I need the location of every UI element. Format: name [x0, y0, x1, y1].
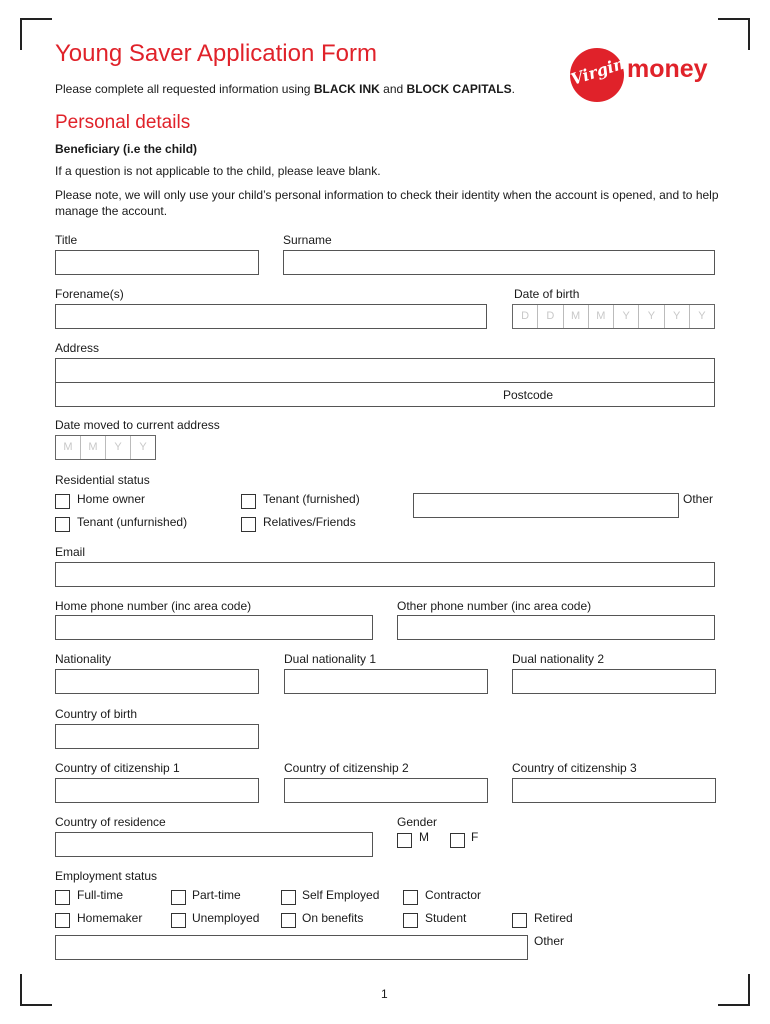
employment-other-field[interactable]: [55, 935, 528, 960]
label-residential-status: Residential status: [55, 473, 150, 487]
nationality-field[interactable]: [55, 669, 259, 694]
label-other-phone: Other phone number (inc area code): [397, 599, 592, 613]
homemaker-checkbox[interactable]: [55, 913, 70, 928]
employment-other-label: Other: [534, 934, 565, 948]
date-moved-field[interactable]: [55, 435, 156, 460]
gender-m-checkbox[interactable]: [397, 833, 412, 848]
home-owner-label: Home owner: [77, 492, 146, 506]
tenant-unfurnished-checkbox[interactable]: [55, 517, 70, 532]
citizenship-1-field[interactable]: [55, 778, 259, 803]
residential-other-label: Other: [683, 492, 714, 506]
label-citizenship-3: Country of citizenship 3: [512, 761, 637, 775]
crop-mark-top-left: [20, 18, 52, 50]
address-line-1-field[interactable]: [55, 358, 715, 383]
note-privacy: Please note, we will only use your child’s personal information to check their identity when the account is opened, and to help manage the account.: [55, 188, 719, 218]
dob-day-1[interactable]: D: [513, 305, 538, 328]
moved-year-2[interactable]: Y: [139, 441, 147, 453]
moved-month-1[interactable]: M: [56, 436, 81, 459]
dob-year-1[interactable]: Y: [614, 305, 639, 328]
label-citizenship-1: Country of citizenship 1: [55, 761, 180, 775]
label-forenames: Forename(s): [55, 287, 124, 301]
crop-mark-top-right: [718, 18, 750, 50]
label-postcode: Postcode: [503, 388, 554, 402]
label-address: Address: [55, 341, 100, 355]
gender-f-checkbox[interactable]: [450, 833, 465, 848]
on-benefits-checkbox[interactable]: [281, 913, 296, 928]
address-line-2-field[interactable]: [55, 382, 715, 407]
forenames-field[interactable]: [55, 304, 487, 329]
tenant-unfurnished-label: Tenant (unfurnished): [77, 515, 188, 529]
self-employed-label: Self Employed: [302, 888, 380, 902]
dob-month-1[interactable]: M: [564, 305, 589, 328]
virgin-logo: [568, 48, 628, 102]
instruction-prefix: Please complete all requested information using: [55, 82, 314, 96]
home-owner-checkbox[interactable]: [55, 494, 70, 509]
crop-mark-bottom-right: [718, 974, 750, 1006]
title-field[interactable]: [55, 250, 259, 275]
instruction-suffix: .: [511, 82, 515, 96]
dob-year-4[interactable]: Y: [698, 310, 706, 322]
dob-month-2[interactable]: M: [589, 305, 614, 328]
citizenship-3-field[interactable]: [512, 778, 716, 803]
retired-label: Retired: [534, 911, 573, 925]
tenant-furnished-checkbox[interactable]: [241, 494, 256, 509]
student-label: Student: [425, 911, 467, 925]
instruction-black-ink: BLACK INK: [313, 82, 380, 96]
contractor-checkbox[interactable]: [403, 890, 418, 905]
moved-year-1[interactable]: Y: [106, 436, 131, 459]
dob-year-3[interactable]: Y: [665, 305, 690, 328]
label-home-phone: Home phone number (inc area code): [55, 599, 252, 613]
label-dual-nationality-1: Dual nationality 1: [284, 652, 377, 666]
residential-other-field[interactable]: [413, 493, 679, 518]
label-gender: Gender: [397, 815, 438, 829]
other-phone-field[interactable]: [397, 615, 715, 640]
unemployed-checkbox[interactable]: [171, 913, 186, 928]
full-time-checkbox[interactable]: [55, 890, 70, 905]
home-phone-field[interactable]: [55, 615, 373, 640]
student-checkbox[interactable]: [403, 913, 418, 928]
label-dob: Date of birth: [514, 287, 580, 301]
crop-mark-bottom-left: [20, 974, 52, 1006]
homemaker-label: Homemaker: [77, 911, 143, 925]
dual-nationality-2-field[interactable]: [512, 669, 716, 694]
label-country-birth: Country of birth: [55, 707, 138, 721]
gender-f-label: F: [471, 830, 479, 844]
on-benefits-label: On benefits: [302, 911, 364, 925]
citizenship-2-field[interactable]: [284, 778, 488, 803]
retired-checkbox[interactable]: [512, 913, 527, 928]
part-time-checkbox[interactable]: [171, 890, 186, 905]
full-time-label: Full-time: [77, 888, 124, 902]
dob-day-2[interactable]: D: [538, 305, 563, 328]
gender-m-label: M: [419, 830, 429, 844]
label-surname: Surname: [283, 233, 332, 247]
virgin-logo-script: Virgin: [568, 53, 628, 89]
tenant-furnished-label: Tenant (furnished): [263, 492, 360, 506]
label-dual-nationality-2: Dual nationality 2: [512, 652, 605, 666]
section-heading: Personal details: [55, 112, 191, 133]
email-field[interactable]: [55, 562, 715, 587]
relatives-label: Relatives/Friends: [263, 515, 356, 529]
part-time-label: Part-time: [192, 888, 241, 902]
label-employment-status: Employment status: [55, 869, 158, 883]
contractor-label: Contractor: [425, 888, 482, 902]
note-not-applicable: If a question is not applicable to the child, please leave blank.: [55, 164, 381, 178]
beneficiary-heading: Beneficiary (i.e the child): [55, 142, 198, 156]
surname-field[interactable]: [283, 250, 715, 275]
label-date-moved: Date moved to current address: [55, 418, 220, 432]
dob-field[interactable]: [512, 304, 715, 329]
self-employed-checkbox[interactable]: [281, 890, 296, 905]
label-country-residence: Country of residence: [55, 815, 166, 829]
unemployed-label: Unemployed: [192, 911, 260, 925]
instruction-and: and: [379, 82, 407, 96]
money-logo-word: money: [627, 55, 708, 83]
instruction-block-capitals: BLOCK CAPITALS: [406, 82, 512, 96]
form-instruction: [55, 82, 515, 96]
country-birth-field[interactable]: [55, 724, 259, 749]
dual-nationality-1-field[interactable]: [284, 669, 488, 694]
label-nationality: Nationality: [55, 652, 112, 666]
label-title: Title: [55, 233, 78, 247]
country-residence-field[interactable]: [55, 832, 373, 857]
label-email: Email: [55, 545, 86, 559]
label-citizenship-2: Country of citizenship 2: [284, 761, 409, 775]
form-title: Young Saver Application Form: [55, 40, 377, 67]
page-number: 1: [381, 987, 388, 1001]
relatives-checkbox[interactable]: [241, 517, 256, 532]
dob-year-2[interactable]: Y: [639, 305, 664, 328]
moved-month-2[interactable]: M: [81, 436, 106, 459]
